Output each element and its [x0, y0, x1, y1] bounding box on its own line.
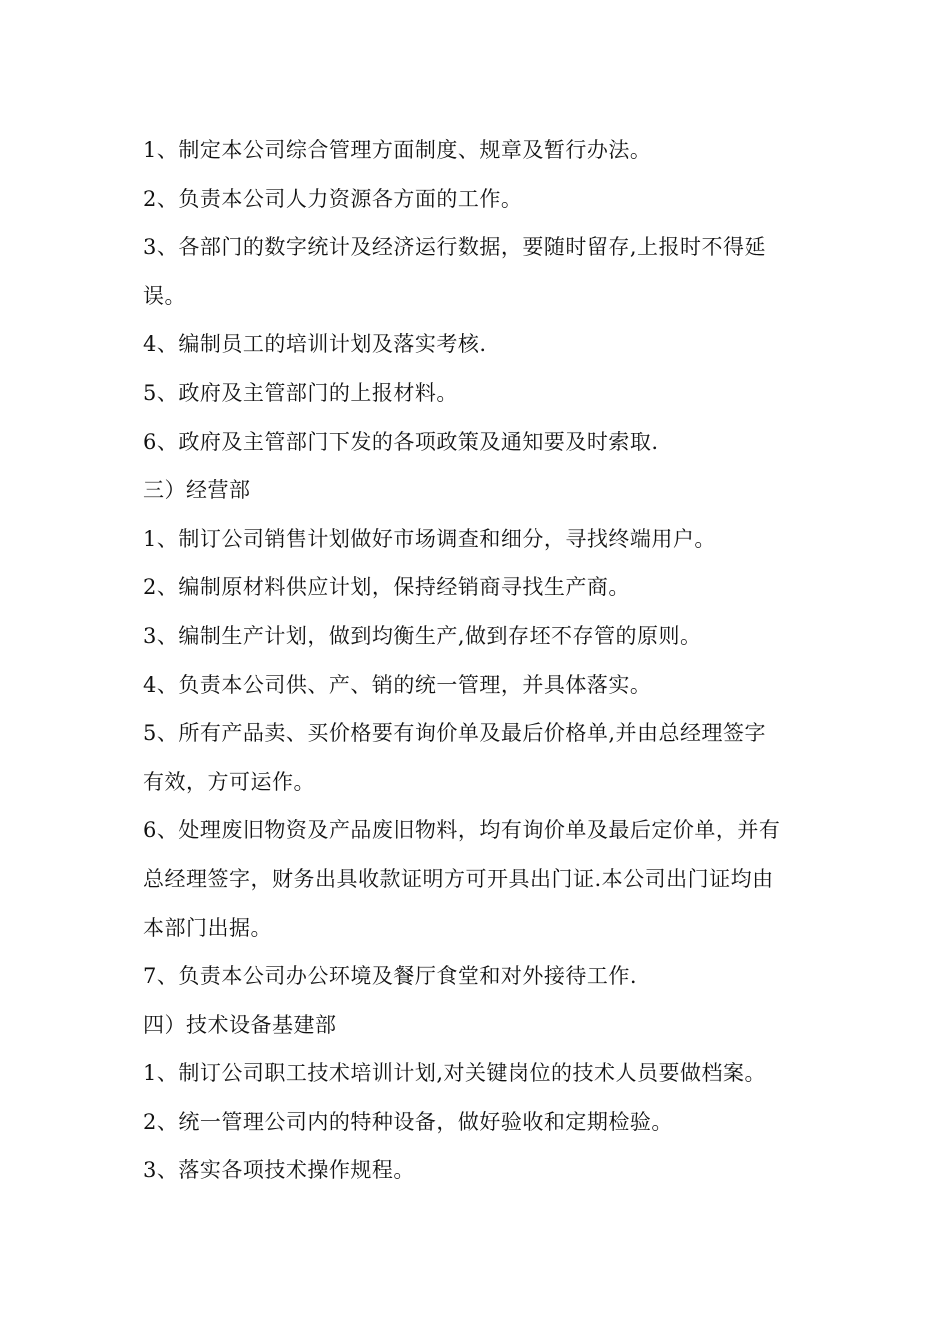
text-line: 1、制定本公司综合管理方面制度、规章及暂行办法。 [143, 138, 652, 162]
text-line: 有效，方可运作。 [143, 769, 315, 794]
text-line: 1、制订公司销售计划做好市场调查和细分，寻找终端用户。 [143, 526, 716, 551]
text-line: 3、编制生产计划，做到均衡生产,做到存坯不存管的原则。 [143, 623, 702, 648]
text-line: 误。 [143, 283, 186, 308]
text-line: 3、落实各项技术操作规程。 [143, 1158, 415, 1183]
text-line: 5、所有产品卖、买价格要有询价单及最后价格单,并由总经理签字 [143, 721, 767, 746]
text-line: 本部门出据。 [143, 915, 272, 940]
text-line: 2、编制原材料供应计划，保持经销商寻找生产商。 [143, 575, 630, 600]
text-line: 4、编制员工的培训计划及落实考核. [143, 332, 487, 357]
text-line: 6、处理废旧物资及产品废旧物料，均有询价单及最后定价单，并有 [143, 818, 781, 843]
section-heading: 四）技术设备基建部 [143, 1012, 337, 1037]
text-line: 2、统一管理公司内的特种设备，做好验收和定期检验。 [143, 1109, 673, 1134]
text-line: 4、负责本公司供、产、销的统一管理，并具体落实。 [143, 672, 652, 697]
text-line: 6、政府及主管部门下发的各项政策及通知要及时索取. [143, 429, 659, 454]
text-line: 7、负责本公司办公环境及餐厅食堂和对外接待工作. [143, 964, 638, 989]
text-line: 3、各部门的数字统计及经济运行数据，要随时留存,上报时不得延 [143, 235, 767, 260]
document-body [143, 126, 813, 1195]
text-line: 5、政府及主管部门的上报材料。 [143, 380, 458, 405]
text-line: 1、制订公司职工技术培训计划,对关键岗位的技术人员要做档案。 [143, 1061, 767, 1086]
section-heading: 三）经营部 [143, 478, 251, 503]
text-line: 总经理签字，财务出具收款证明方可开具出门证.本公司出门证均由 [143, 866, 774, 891]
text-line: 2、负责本公司人力资源各方面的工作。 [143, 186, 523, 211]
